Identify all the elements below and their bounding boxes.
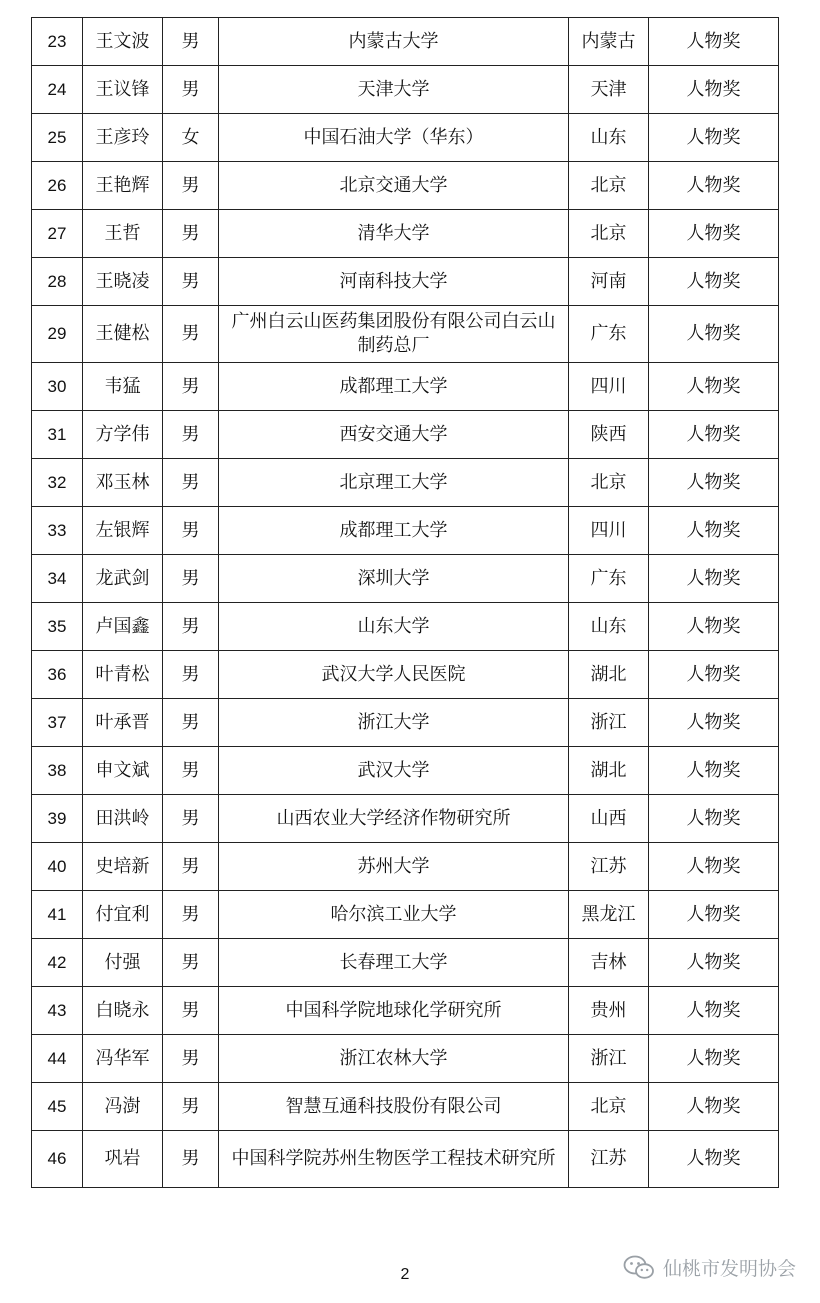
cell-number: 24 bbox=[32, 66, 83, 114]
cell-region: 四川 bbox=[569, 507, 649, 555]
cell-award: 人物奖 bbox=[649, 555, 779, 603]
cell-unit: 北京交通大学 bbox=[219, 162, 569, 210]
table-row bbox=[32, 363, 779, 411]
table-row bbox=[32, 18, 779, 66]
cell-number: 29 bbox=[32, 306, 83, 363]
cell-region: 湖北 bbox=[569, 747, 649, 795]
table-row bbox=[32, 1083, 779, 1131]
table-row bbox=[32, 843, 779, 891]
cell-number: 32 bbox=[32, 459, 83, 507]
cell-unit: 河南科技大学 bbox=[219, 258, 569, 306]
cell-number: 31 bbox=[32, 411, 83, 459]
cell-gender: 男 bbox=[163, 258, 219, 306]
cell-number: 43 bbox=[32, 987, 83, 1035]
cell-unit: 清华大学 bbox=[219, 210, 569, 258]
cell-name: 王健松 bbox=[83, 306, 163, 363]
cell-region: 北京 bbox=[569, 1083, 649, 1131]
table-row bbox=[32, 795, 779, 843]
cell-unit: 苏州大学 bbox=[219, 843, 569, 891]
cell-award: 人物奖 bbox=[649, 747, 779, 795]
cell-unit: 中国科学院地球化学研究所 bbox=[219, 987, 569, 1035]
cell-name: 方学伟 bbox=[83, 411, 163, 459]
cell-gender: 男 bbox=[163, 1083, 219, 1131]
cell-gender: 男 bbox=[163, 1131, 219, 1188]
cell-name: 王文波 bbox=[83, 18, 163, 66]
cell-region: 江苏 bbox=[569, 1131, 649, 1188]
table-row bbox=[32, 699, 779, 747]
cell-name: 卢国鑫 bbox=[83, 603, 163, 651]
cell-name: 付强 bbox=[83, 939, 163, 987]
cell-name: 龙武剑 bbox=[83, 555, 163, 603]
cell-award: 人物奖 bbox=[649, 162, 779, 210]
table-row bbox=[32, 891, 779, 939]
cell-unit: 武汉大学 bbox=[219, 747, 569, 795]
cell-name: 韦猛 bbox=[83, 363, 163, 411]
cell-region: 浙江 bbox=[569, 699, 649, 747]
cell-gender: 女 bbox=[163, 114, 219, 162]
table-row bbox=[32, 555, 779, 603]
table-row bbox=[32, 987, 779, 1035]
cell-region: 山东 bbox=[569, 603, 649, 651]
cell-award: 人物奖 bbox=[649, 891, 779, 939]
page-number: 2 bbox=[400, 1266, 410, 1283]
cell-unit: 成都理工大学 bbox=[219, 363, 569, 411]
table-row bbox=[32, 507, 779, 555]
cell-unit: 深圳大学 bbox=[219, 555, 569, 603]
cell-region: 黑龙江 bbox=[569, 891, 649, 939]
cell-number: 35 bbox=[32, 603, 83, 651]
cell-award: 人物奖 bbox=[649, 795, 779, 843]
cell-name: 叶承晋 bbox=[83, 699, 163, 747]
cell-award: 人物奖 bbox=[649, 987, 779, 1035]
cell-number: 44 bbox=[32, 1035, 83, 1083]
cell-number: 25 bbox=[32, 114, 83, 162]
cell-gender: 男 bbox=[163, 162, 219, 210]
table-row bbox=[32, 306, 779, 363]
cell-name: 冯澍 bbox=[83, 1083, 163, 1131]
cell-unit: 内蒙古大学 bbox=[219, 18, 569, 66]
table-row bbox=[32, 459, 779, 507]
cell-award: 人物奖 bbox=[649, 18, 779, 66]
table-row bbox=[32, 411, 779, 459]
cell-number: 42 bbox=[32, 939, 83, 987]
cell-unit: 成都理工大学 bbox=[219, 507, 569, 555]
cell-region: 北京 bbox=[569, 459, 649, 507]
cell-name: 巩岩 bbox=[83, 1131, 163, 1188]
cell-unit: 山东大学 bbox=[219, 603, 569, 651]
cell-unit: 浙江农林大学 bbox=[219, 1035, 569, 1083]
cell-name: 王彦玲 bbox=[83, 114, 163, 162]
cell-name: 史培新 bbox=[83, 843, 163, 891]
table-row bbox=[32, 66, 779, 114]
cell-gender: 男 bbox=[163, 363, 219, 411]
cell-award: 人物奖 bbox=[649, 651, 779, 699]
cell-region: 天津 bbox=[569, 66, 649, 114]
cell-gender: 男 bbox=[163, 699, 219, 747]
cell-award: 人物奖 bbox=[649, 258, 779, 306]
cell-region: 内蒙古 bbox=[569, 18, 649, 66]
cell-gender: 男 bbox=[163, 306, 219, 363]
cell-award: 人物奖 bbox=[649, 843, 779, 891]
cell-number: 38 bbox=[32, 747, 83, 795]
cell-number: 45 bbox=[32, 1083, 83, 1131]
cell-gender: 男 bbox=[163, 651, 219, 699]
cell-name: 左银辉 bbox=[83, 507, 163, 555]
cell-award: 人物奖 bbox=[649, 1131, 779, 1188]
cell-gender: 男 bbox=[163, 210, 219, 258]
award-list-table bbox=[31, 17, 779, 1188]
cell-unit: 长春理工大学 bbox=[219, 939, 569, 987]
cell-unit: 中国科学院苏州生物医学工程技术研究所 bbox=[219, 1131, 569, 1188]
cell-name: 王议锋 bbox=[83, 66, 163, 114]
cell-region: 山东 bbox=[569, 114, 649, 162]
cell-award: 人物奖 bbox=[649, 507, 779, 555]
cell-region: 吉林 bbox=[569, 939, 649, 987]
cell-number: 39 bbox=[32, 795, 83, 843]
cell-gender: 男 bbox=[163, 795, 219, 843]
cell-name: 邓玉林 bbox=[83, 459, 163, 507]
cell-number: 26 bbox=[32, 162, 83, 210]
cell-number: 30 bbox=[32, 363, 83, 411]
cell-gender: 男 bbox=[163, 459, 219, 507]
cell-region: 江苏 bbox=[569, 843, 649, 891]
cell-number: 23 bbox=[32, 18, 83, 66]
cell-unit: 北京理工大学 bbox=[219, 459, 569, 507]
cell-region: 四川 bbox=[569, 363, 649, 411]
cell-number: 36 bbox=[32, 651, 83, 699]
cell-region: 河南 bbox=[569, 258, 649, 306]
cell-unit: 西安交通大学 bbox=[219, 411, 569, 459]
cell-name: 冯华军 bbox=[83, 1035, 163, 1083]
cell-unit: 浙江大学 bbox=[219, 699, 569, 747]
cell-number: 40 bbox=[32, 843, 83, 891]
cell-award: 人物奖 bbox=[649, 114, 779, 162]
cell-region: 广东 bbox=[569, 555, 649, 603]
table-row bbox=[32, 258, 779, 306]
cell-award: 人物奖 bbox=[649, 603, 779, 651]
table-row bbox=[32, 162, 779, 210]
cell-gender: 男 bbox=[163, 18, 219, 66]
cell-number: 34 bbox=[32, 555, 83, 603]
cell-name: 叶青松 bbox=[83, 651, 163, 699]
cell-unit: 天津大学 bbox=[219, 66, 569, 114]
cell-award: 人物奖 bbox=[649, 66, 779, 114]
cell-gender: 男 bbox=[163, 66, 219, 114]
table-row bbox=[32, 747, 779, 795]
table-row bbox=[32, 651, 779, 699]
cell-unit: 中国石油大学（华东） bbox=[219, 114, 569, 162]
cell-region: 北京 bbox=[569, 210, 649, 258]
cell-gender: 男 bbox=[163, 1035, 219, 1083]
cell-name: 王晓凌 bbox=[83, 258, 163, 306]
cell-award: 人物奖 bbox=[649, 1035, 779, 1083]
cell-region: 湖北 bbox=[569, 651, 649, 699]
cell-award: 人物奖 bbox=[649, 699, 779, 747]
cell-gender: 男 bbox=[163, 411, 219, 459]
cell-gender: 男 bbox=[163, 603, 219, 651]
cell-unit: 武汉大学人民医院 bbox=[219, 651, 569, 699]
cell-name: 申文斌 bbox=[83, 747, 163, 795]
cell-number: 41 bbox=[32, 891, 83, 939]
table-row bbox=[32, 939, 779, 987]
cell-number: 37 bbox=[32, 699, 83, 747]
wechat-icon bbox=[623, 1255, 655, 1281]
cell-region: 贵州 bbox=[569, 987, 649, 1035]
cell-number: 46 bbox=[32, 1131, 83, 1188]
cell-region: 北京 bbox=[569, 162, 649, 210]
cell-gender: 男 bbox=[163, 891, 219, 939]
cell-gender: 男 bbox=[163, 507, 219, 555]
table-row bbox=[32, 603, 779, 651]
watermark-text: 仙桃市发明协会 bbox=[662, 1258, 796, 1280]
cell-name: 田洪岭 bbox=[83, 795, 163, 843]
watermark bbox=[623, 1254, 796, 1281]
cell-award: 人物奖 bbox=[649, 939, 779, 987]
cell-unit: 山西农业大学经济作物研究所 bbox=[219, 795, 569, 843]
cell-award: 人物奖 bbox=[649, 411, 779, 459]
cell-gender: 男 bbox=[163, 747, 219, 795]
cell-award: 人物奖 bbox=[649, 459, 779, 507]
cell-gender: 男 bbox=[163, 843, 219, 891]
cell-name: 王艳辉 bbox=[83, 162, 163, 210]
cell-region: 山西 bbox=[569, 795, 649, 843]
cell-unit: 哈尔滨工业大学 bbox=[219, 891, 569, 939]
cell-number: 27 bbox=[32, 210, 83, 258]
cell-award: 人物奖 bbox=[649, 306, 779, 363]
cell-unit: 广州白云山医药集团股份有限公司白云山制药总厂 bbox=[219, 306, 569, 363]
cell-gender: 男 bbox=[163, 555, 219, 603]
cell-name: 白晓永 bbox=[83, 987, 163, 1035]
table-row bbox=[32, 210, 779, 258]
cell-number: 33 bbox=[32, 507, 83, 555]
table-row bbox=[32, 114, 779, 162]
cell-region: 浙江 bbox=[569, 1035, 649, 1083]
cell-name: 王哲 bbox=[83, 210, 163, 258]
cell-gender: 男 bbox=[163, 987, 219, 1035]
table-row bbox=[32, 1035, 779, 1083]
cell-region: 广东 bbox=[569, 306, 649, 363]
cell-region: 陕西 bbox=[569, 411, 649, 459]
cell-award: 人物奖 bbox=[649, 210, 779, 258]
cell-name: 付宜利 bbox=[83, 891, 163, 939]
cell-number: 28 bbox=[32, 258, 83, 306]
cell-award: 人物奖 bbox=[649, 1083, 779, 1131]
cell-gender: 男 bbox=[163, 939, 219, 987]
cell-award: 人物奖 bbox=[649, 363, 779, 411]
award-list-body bbox=[32, 18, 779, 1188]
cell-unit: 智慧互通科技股份有限公司 bbox=[219, 1083, 569, 1131]
table-row bbox=[32, 1131, 779, 1188]
